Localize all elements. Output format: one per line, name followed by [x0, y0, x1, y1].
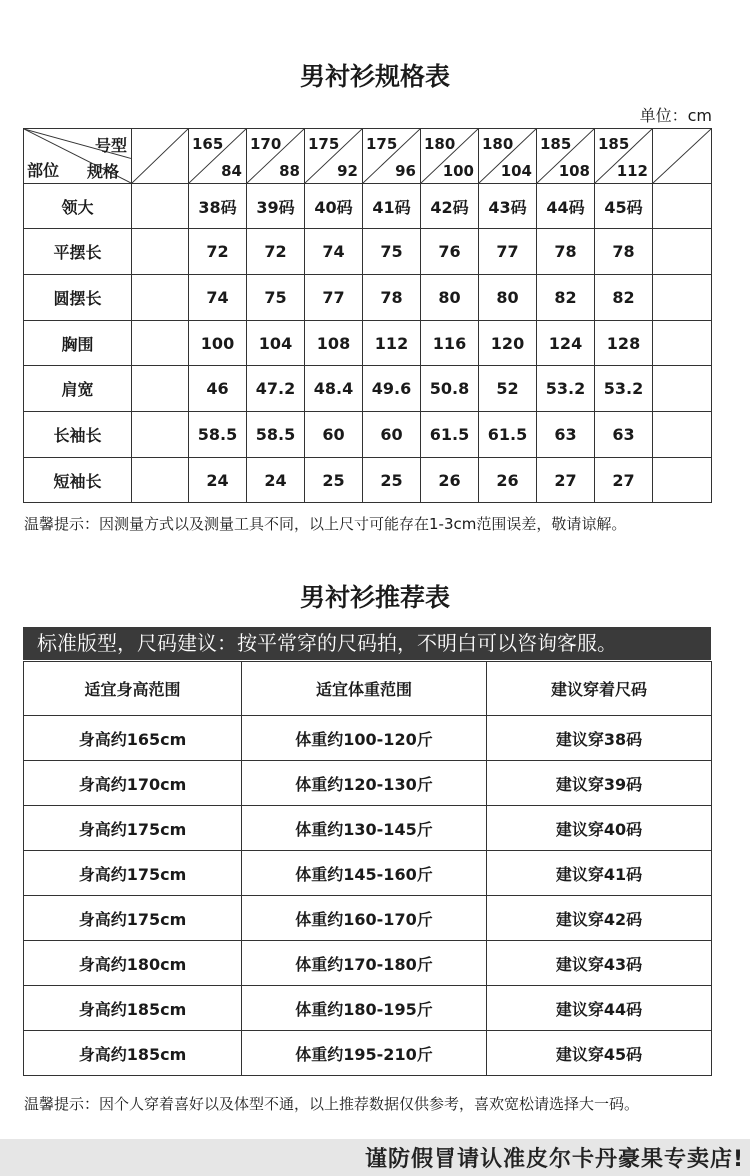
size-advice-banner: 标准版型，尺码建议：按平常穿的尺码拍，不明白可以咨询客服。 [23, 627, 711, 660]
value-cell: 60 [363, 412, 421, 458]
table-row [24, 321, 712, 366]
size-height: 175 [308, 135, 340, 153]
value-cell: 61.5 [421, 412, 479, 458]
size-header-cell [537, 129, 595, 184]
table-row [24, 458, 712, 503]
table-cell: 身高约175cm [24, 806, 242, 851]
value-cell: 50.8 [421, 366, 479, 412]
table-cell: 体重约180-195斤 [242, 986, 487, 1031]
table-cell: 体重约130-145斤 [242, 806, 487, 851]
row-label: 领大 [24, 184, 132, 229]
value-cell: 80 [479, 275, 537, 321]
value-cell: 44码 [537, 184, 595, 229]
empty-cell [653, 366, 712, 412]
spec-note: 温馨提示：因测量方式以及测量工具不同，以上尺寸可能存在1-3cm范围误差，敬请谅解。 [24, 515, 627, 533]
value-cell: 25 [305, 458, 363, 503]
column-header: 建议穿着尺码 [487, 662, 712, 716]
row-label: 平摆长 [24, 229, 132, 275]
table-row [24, 229, 712, 275]
table-cell: 身高约170cm [24, 761, 242, 806]
table-cell: 建议穿41码 [487, 851, 712, 896]
column-header: 适宜身高范围 [24, 662, 242, 716]
footer-bar [0, 1139, 750, 1176]
value-cell: 45码 [595, 184, 653, 229]
size-chest: 100 [442, 162, 474, 180]
table-cell: 体重约145-160斤 [242, 851, 487, 896]
corner-size-label: 号型 [94, 136, 127, 155]
column-header: 适宜体重范围 [242, 662, 487, 716]
value-cell: 78 [537, 229, 595, 275]
table-row [24, 412, 712, 458]
table-cell: 体重约170-180斤 [242, 941, 487, 986]
size-header-cell [479, 129, 537, 184]
size-header-cell [189, 129, 247, 184]
row-label: 圆摆长 [24, 275, 132, 321]
corner-header-cell [24, 129, 132, 184]
table-row [24, 366, 712, 412]
value-cell: 128 [595, 321, 653, 366]
size-chest: 88 [279, 162, 300, 180]
value-cell: 63 [537, 412, 595, 458]
empty-cell [653, 412, 712, 458]
table-row [24, 761, 712, 806]
value-cell: 74 [189, 275, 247, 321]
value-cell: 46 [189, 366, 247, 412]
spec-header-row [24, 129, 712, 184]
corner-part-label: 部位 [27, 161, 60, 180]
footer-text: 谨防假冒请认准皮尔卡丹豪果专卖店! [364, 1147, 744, 1172]
value-cell: 40码 [305, 184, 363, 229]
value-cell: 75 [363, 229, 421, 275]
value-cell: 43码 [479, 184, 537, 229]
size-height: 165 [192, 135, 224, 153]
table-cell: 身高约165cm [24, 716, 242, 761]
row-label: 短袖长 [24, 458, 132, 503]
table-cell: 身高约175cm [24, 896, 242, 941]
value-cell: 75 [247, 275, 305, 321]
table-cell: 体重约100-120斤 [242, 716, 487, 761]
empty-cell [132, 458, 189, 503]
table-row [24, 275, 712, 321]
empty-diagonal-cell [653, 129, 712, 184]
size-height: 180 [482, 135, 514, 153]
value-cell: 108 [305, 321, 363, 366]
table-row [24, 806, 712, 851]
spec-table-title: 男衬衫规格表 [299, 62, 450, 91]
rec-note: 温馨提示：因个人穿着喜好以及体型不通，以上推荐数据仅供参考，喜欢宽松请选择大一码。 [24, 1095, 640, 1113]
empty-cell [653, 229, 712, 275]
value-cell: 63 [595, 412, 653, 458]
empty-cell [132, 321, 189, 366]
value-cell: 41码 [363, 184, 421, 229]
size-height: 175 [366, 135, 398, 153]
table-row [24, 184, 712, 229]
value-cell: 72 [189, 229, 247, 275]
size-height: 185 [540, 135, 572, 153]
value-cell: 77 [479, 229, 537, 275]
value-cell: 82 [595, 275, 653, 321]
value-cell: 26 [479, 458, 537, 503]
value-cell: 26 [421, 458, 479, 503]
value-cell: 38码 [189, 184, 247, 229]
row-label: 长袖长 [24, 412, 132, 458]
unit-label: 单位：cm [639, 106, 712, 125]
value-cell: 77 [305, 275, 363, 321]
value-cell: 82 [537, 275, 595, 321]
empty-cell [653, 184, 712, 229]
value-cell: 24 [247, 458, 305, 503]
value-cell: 112 [363, 321, 421, 366]
value-cell: 58.5 [247, 412, 305, 458]
table-row [24, 851, 712, 896]
value-cell: 58.5 [189, 412, 247, 458]
size-header-cell [247, 129, 305, 184]
value-cell: 78 [363, 275, 421, 321]
empty-cell [132, 229, 189, 275]
empty-cell [132, 275, 189, 321]
value-cell: 53.2 [537, 366, 595, 412]
corner-spec-label: 规格 [86, 162, 119, 181]
empty-cell [653, 275, 712, 321]
size-chest: 96 [395, 162, 416, 180]
table-cell: 身高约185cm [24, 986, 242, 1031]
empty-cell [132, 412, 189, 458]
value-cell: 25 [363, 458, 421, 503]
row-label: 肩宽 [24, 366, 132, 412]
table-row [24, 896, 712, 941]
table-cell: 身高约180cm [24, 941, 242, 986]
size-header-cell [363, 129, 421, 184]
size-header-cell [595, 129, 653, 184]
size-header-cell [421, 129, 479, 184]
value-cell: 116 [421, 321, 479, 366]
value-cell: 72 [247, 229, 305, 275]
table-cell: 建议穿42码 [487, 896, 712, 941]
table-row [24, 1031, 712, 1076]
empty-cell [653, 321, 712, 366]
value-cell: 24 [189, 458, 247, 503]
size-chest: 112 [616, 162, 648, 180]
table-cell: 建议穿39码 [487, 761, 712, 806]
value-cell: 78 [595, 229, 653, 275]
value-cell: 80 [421, 275, 479, 321]
value-cell: 100 [189, 321, 247, 366]
value-cell: 48.4 [305, 366, 363, 412]
recommendation-table [23, 661, 712, 1076]
table-row [24, 941, 712, 986]
rec-header-row [24, 662, 712, 716]
value-cell: 61.5 [479, 412, 537, 458]
value-cell: 49.6 [363, 366, 421, 412]
table-cell: 建议穿38码 [487, 716, 712, 761]
table-cell: 体重约195-210斤 [242, 1031, 487, 1076]
size-height: 185 [598, 135, 630, 153]
value-cell: 27 [595, 458, 653, 503]
table-cell: 建议穿45码 [487, 1031, 712, 1076]
table-cell: 身高约185cm [24, 1031, 242, 1076]
empty-cell [653, 458, 712, 503]
value-cell: 52 [479, 366, 537, 412]
value-cell: 47.2 [247, 366, 305, 412]
size-spec-table [23, 128, 712, 503]
table-cell: 体重约160-170斤 [242, 896, 487, 941]
size-chest: 108 [558, 162, 590, 180]
table-cell: 建议穿44码 [487, 986, 712, 1031]
size-height: 180 [424, 135, 456, 153]
size-chest: 84 [221, 162, 242, 180]
rec-table-title: 男衬衫推荐表 [299, 583, 450, 612]
table-cell: 身高约175cm [24, 851, 242, 896]
value-cell: 42码 [421, 184, 479, 229]
table-cell: 建议穿43码 [487, 941, 712, 986]
value-cell: 76 [421, 229, 479, 275]
value-cell: 124 [537, 321, 595, 366]
value-cell: 120 [479, 321, 537, 366]
table-row [24, 716, 712, 761]
size-chest: 104 [500, 162, 532, 180]
table-cell: 建议穿40码 [487, 806, 712, 851]
empty-cell [132, 366, 189, 412]
table-row [24, 986, 712, 1031]
value-cell: 74 [305, 229, 363, 275]
empty-cell [132, 184, 189, 229]
table-cell: 体重约120-130斤 [242, 761, 487, 806]
value-cell: 53.2 [595, 366, 653, 412]
value-cell: 104 [247, 321, 305, 366]
value-cell: 60 [305, 412, 363, 458]
empty-diagonal-cell [132, 129, 189, 184]
row-label: 胸围 [24, 321, 132, 366]
size-height: 170 [250, 135, 282, 153]
value-cell: 39码 [247, 184, 305, 229]
value-cell: 27 [537, 458, 595, 503]
size-chest: 92 [337, 162, 358, 180]
size-header-cell [305, 129, 363, 184]
